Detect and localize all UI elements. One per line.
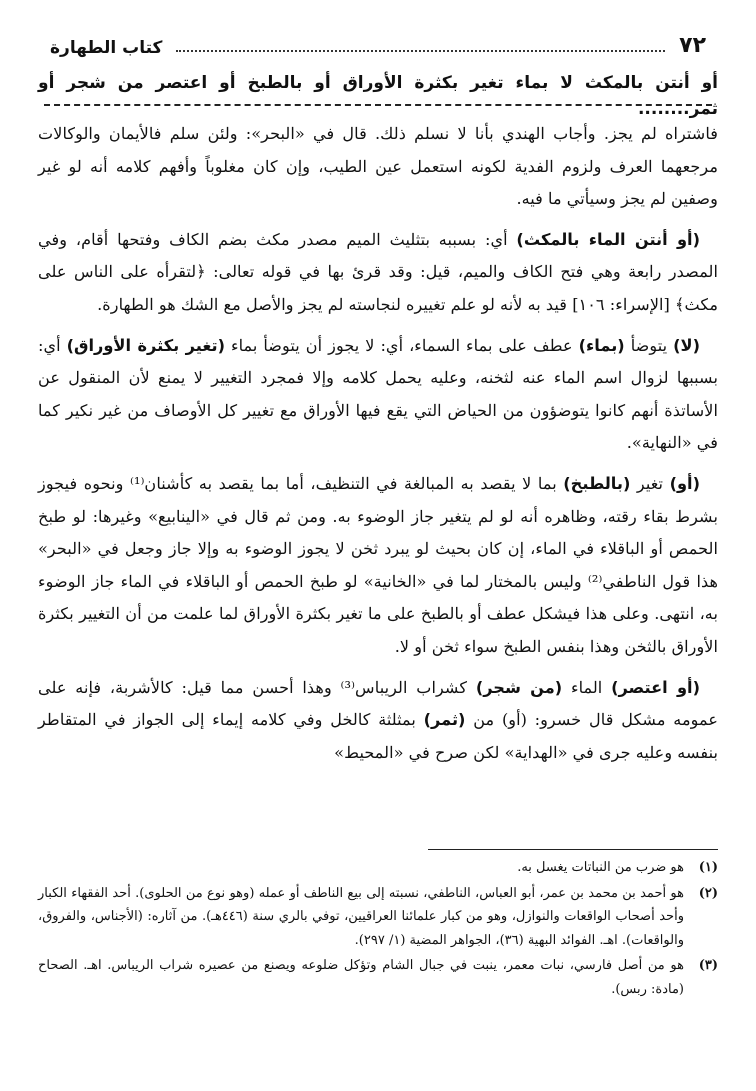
footnote-number: (١) [698,860,718,875]
header-dotted-rule [176,50,665,52]
commentary-text: بمثلثة كالخل وفي كلامه إيماء إلى الجواز في المتقاطر بنفسه وعليه جرى في «الهداية» لكن صرح في «المحيط» [38,710,718,762]
matn-quote: (أو اعتصر) [611,677,700,697]
matn-separator [44,104,712,106]
matn-quote: (لا) [673,335,700,355]
commentary-text: أي: بسببه بتثليث الميم مصدر مكث بضم الكاف وفتحها أقام، وفي المصدر رابعة وهي فتح الكاف والميم، قيل: وقد قرئ بها في قوله تعالى: ﴿لتقرأه على الناس على مكث﴾ [الإسراء: ١٠٦] قيد به لأنه لو علم تغييره لنجاسته لم يجز والأصل مع الشك هو الطهارة. [38,229,718,314]
matn-quote: (ثمر) [423,710,466,730]
footnote [38,856,718,880]
commentary-paragraph [38,468,718,664]
commentary-body [38,118,718,777]
matn-quote: (بالطبخ) [563,473,631,493]
page-header [50,28,706,58]
footnote [38,954,718,1001]
commentary-text: فاشتراه لم يجز. وأجاب الهندي بأنا لا نسلم ذلك. قال في «البحر»: ولئن سلم فالأيمان والوكالات مرجعهما العرف ولزوم الفدية لكونه استعمل عين الطيب، وإن كان مغلوباً وأفهم كلامه أنه لو غير وصفين لم يجز وسيأتي ما فيه. [38,124,718,209]
footnote-separator [428,849,718,850]
commentary-text: كشراب الريباس⁽³⁾ وهذا أحسن مما قيل: كالأشربة، فإنه على عمومه مشكل قال خسرو: (أو) من [38,677,718,730]
commentary-text: تغير [630,473,670,493]
footnote-number: (٣) [698,958,718,973]
chapter-title: كتاب الطهارة [50,38,163,58]
matn-quote: (تغير بكثرة الأوراق) [66,335,225,355]
footnote [38,882,718,953]
footnote-text: هو من أصل فارسي، نبات معمر، ينبت في جبال الشام وتؤكل ضلوعه ويصنع من عصيره شراب الريباس. اهـ. الصحاح (مادة: ربس). [38,958,684,997]
footnote-number: (٢) [698,885,718,901]
commentary-text: أي: بسببها لزوال اسم الماء عنه لثخنه، وعليه يحمل كلامه وإلا فمجرد التغيير لا يمنع لأن المنقول عن الأساتذة أنهم كانوا يتوضؤون من الحياض التي يقع فيها الأوراق مع تغيير كل الأوصاف من غير نكير كما في «النهاية». [38,335,718,453]
commentary-text: عطف على بماء السماء، أي: لا يجوز أن يتوضأ بماء [224,335,579,355]
commentary-paragraph [38,118,718,216]
commentary-text: يتوضأ [624,335,674,355]
page-number: ٧٢ [679,33,706,58]
commentary-paragraph [38,672,718,770]
footnote-text: هو أحمد بن محمد بن عمر، أبو العباس، الناطفي، نسبته إلى بيع الناطف أو عمله (وهو نوع من الحلوى). أحد الفقهاء الكبار وأحد أصحاب الواقعات والنوازل، وهو من كبار علمائنا العراقيين، توفي بالري سنة (٤٤٦هـ). من آثاره: (الأجناس، والفروق، والواقعات). اهـ. الفوائد البهية (٣٦)، الجواهر المضية (١/ ٢٩٧). [38,885,684,948]
commentary-text: بما لا يقصد به المبالغة في التنظيف، أما بما يقصد به كأشنان⁽¹⁾ ونحوه فيجوز بشرط بقاء رقته، وظاهره أنه لو لم يتغير جاز الوضوء به. ومن ثم قال في «الينابيع» وغيرها: لو طبخ الحمص أو الباقلاء في الماء، إن كان بحيث لو يبرد ثخن لا يجوز الوضوء به وإلا جاز وجعل في «البحر» هذا قول الناطفي⁽²⁾ وليس بالمختار لما في «الخانية» لو طبخ الحمص أو الباقلاء في الماء جاز الوضوء به، انتهى. وعلى هذا فيشكل عطف أو بالطبخ على ما تغير بكثرة الأوراق لما علمت من أن التغيير بكثرة الأوراق بالثخن وهذا بنفس الطبخ سواء ثخن أو لا. [38,473,718,656]
commentary-paragraph [38,330,718,460]
matn-quote: (من شجر) [475,677,563,697]
matn-quote: (أو أنتن الماء بالمكث) [516,229,700,249]
matn-text: أو أنتن بالمكث لا بماء تغير بكثرة الأوراق أو بالطبخ أو اعتصر من شجر أو ثمر........ [38,73,718,119]
commentary-text: الماء [562,677,612,697]
commentary-paragraph [38,224,718,322]
matn-quote: (بماء) [578,335,625,355]
matn-quote: (أو) [669,473,701,493]
footnotes [38,856,718,1003]
footnote-text: هو ضرب من النباتات يغسل به. [517,860,684,875]
